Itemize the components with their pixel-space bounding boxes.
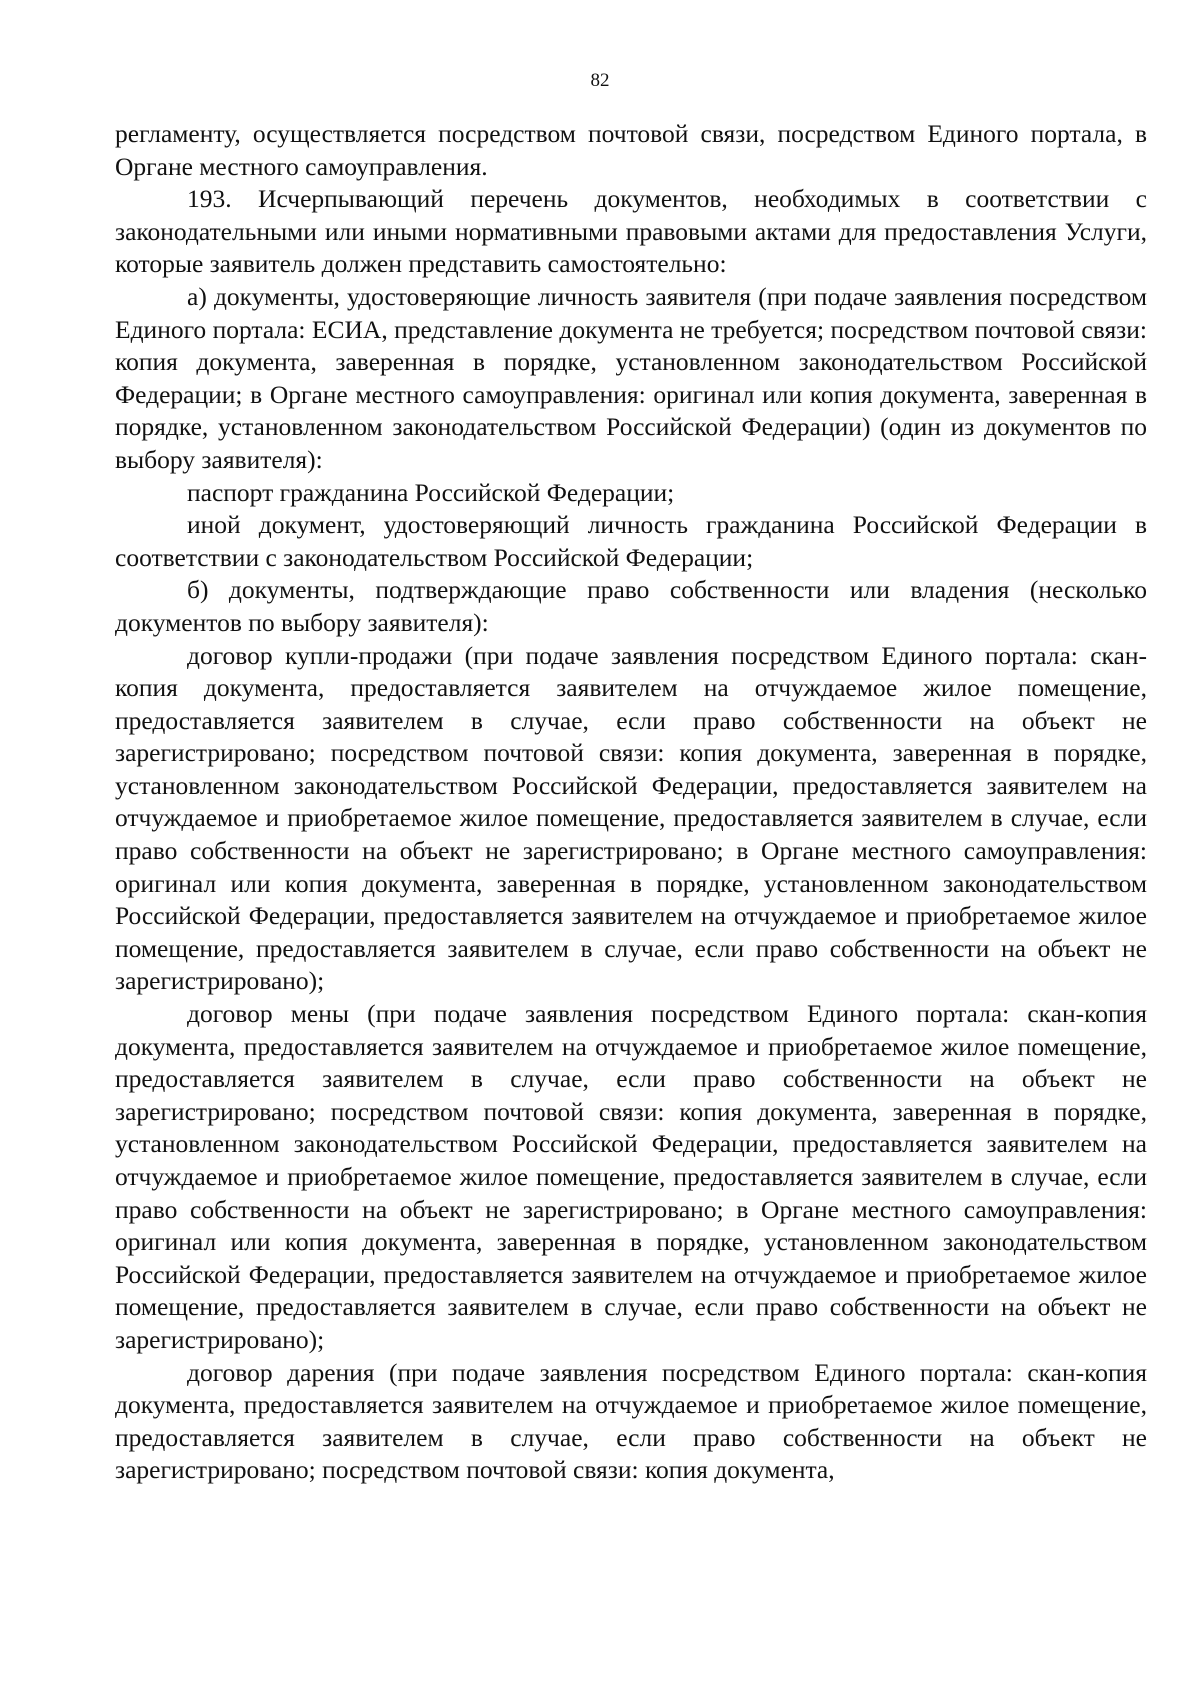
paragraph-gift-contract: договор дарения (при подаче заявления посредством Единого портала: скан-копия документа, предоставляется заявителем на отчуждаемое и приобретаемое жилое помещение, предоставляется заявителем в случае, если право собственности на объект не зарегистрировано; посредством почтовой связи: копия документа,: [115, 1357, 1147, 1485]
page-number: 82: [590, 70, 610, 91]
paragraph-other-identity-document: иной документ, удостоверяющий личность гражданина Российской Федерации в соответствии с законодательством Российской Федерации;: [115, 510, 1147, 572]
document-body: [115, 118, 1147, 1487]
paragraph-continuation: регламенту, осуществляется посредством почтовой связи, посредством Единого портала, в Органе местного самоуправления.: [115, 119, 1147, 181]
paragraph-item-a-identity-documents: а) документы, удостоверяющие личность заявителя (при подаче заявления посредством Единого портала: ЕСИА, представление документа не требуется; посредством почтовой связи: копия документа, заверенная в порядке, установленном законодательством Российской Федерации; в Органе местного самоуправления: оригинал или копия документа, заверенная в порядке, установленном законодательством Российской Федерации) (один из документов по выбору заявителя):: [115, 281, 1147, 474]
paragraph-item-193: 193. Исчерпывающий перечень документов, необходимых в соответствии с законодательными или иными нормативными правовыми актами для предоставления Услуги, которые заявитель должен представить самостоятельно:: [115, 184, 1147, 279]
paragraph-passport: паспорт гражданина Российской Федерации;: [187, 477, 675, 507]
paragraph-sale-contract: договор купли-продажи (при подаче заявления посредством Единого портала: скан-копия документа, предоставляется заявителем на отчуждаемое жилое помещение, предоставляется заявителем в случае, если право собственности на объект не зарегистрировано; посредством почтовой связи: копия документа, заверенная в порядке, установленном законодательством Российской Федерации, предоставляется заявителем на отчуждаемое и приобретаемое жилое помещение, предоставляется заявителем в случае, если право собственности на объект не зарегистрировано; в Органе местного самоуправления: оригинал или копия документа, заверенная в порядке, установленном законодательством Российской Федерации, предоставляется заявителем на отчуждаемое и приобретаемое жилое помещение, предоставляется заявителем в случае, если право собственности на объект не зарегистрировано);: [115, 640, 1147, 996]
paragraph-exchange-contract: договор мены (при подаче заявления посредством Единого портала: скан-копия документа, предоставляется заявителем на отчуждаемое и приобретаемое жилое помещение, предоставляется заявителем в случае, если право собственности на объект не зарегистрировано; посредством почтовой связи: копия документа, заверенная в порядке, установленном законодательством Российской Федерации, предоставляется заявителем на отчуждаемое и приобретаемое жилое помещение, предоставляется заявителем в случае, если право собственности на объект не зарегистрировано; в Органе местного самоуправления: оригинал или копия документа, заверенная в порядке, установленном законодательством Российской Федерации, предоставляется заявителем на отчуждаемое и приобретаемое жилое помещение, предоставляется заявителем в случае, если право собственности на объект не зарегистрировано);: [115, 999, 1147, 1354]
paragraph-item-b-ownership-documents: б) документы, подтверждающие право собственности или владения (несколько документов по выбору заявителя):: [115, 575, 1147, 637]
